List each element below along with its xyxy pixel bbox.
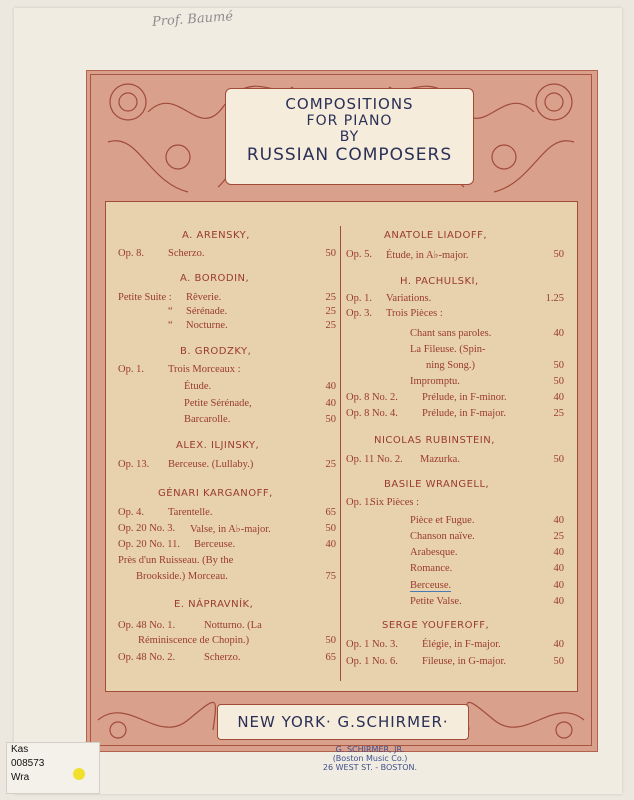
- composer-heading: ANATOLE LIADOFF,: [384, 230, 488, 241]
- list-item: Op. 8 No. 2. Prélude, in F-minor. 40: [346, 392, 564, 403]
- list-item: Op. 5. Étude, in A♭-major. 50: [346, 249, 564, 261]
- title-line-2: FOR PIANO: [306, 113, 393, 129]
- list-item: Op. 20 No. 11. Berceuse. 40: [118, 539, 336, 550]
- list-item: Op. 13. Berceuse. (Lullaby.) 25: [118, 459, 336, 470]
- list-item: Op. 11 No. 2. Mazurka. 50: [346, 454, 564, 465]
- composer-heading: GÉNARI KARGANOFF,: [158, 488, 273, 499]
- composer-heading: E. NÁPRAVNÍK,: [174, 599, 254, 610]
- list-item: Op. 1. Trois Morceaux :: [118, 364, 241, 375]
- tag-line: Kas: [11, 744, 29, 755]
- composer-heading: SERGE YOUFEROFF,: [382, 620, 490, 631]
- list-item: Étude. 40: [184, 381, 336, 392]
- list-item: Op. 3. Trois Pièces :: [346, 308, 443, 319]
- list-item: Impromptu. 50: [410, 376, 564, 387]
- composer-heading: A. ARENSKY,: [182, 230, 250, 241]
- list-item: Arabesque. 40: [410, 547, 564, 558]
- stamp-line: (Boston Music Co.): [332, 754, 408, 763]
- composer-heading: BASILE WRANGELL,: [384, 479, 490, 490]
- list-item: Petite Sérénade, 40: [184, 398, 336, 409]
- composer-heading: H. PACHULSKI,: [400, 276, 479, 287]
- list-item: Op. 48 No. 2. Scherzo. 65: [118, 652, 336, 663]
- list-item: Op. 1. Variations. 1.25: [346, 293, 564, 304]
- pencil-annotation: Prof. Baumé: [151, 9, 234, 30]
- list-item: Barcarolle. 50: [184, 414, 336, 425]
- dealer-stamp: [311, 745, 429, 772]
- list-item: Réminiscence de Chopin.) 50: [138, 635, 336, 646]
- list-item: Op. 8 No. 4. Prélude, in F-major. 25: [346, 408, 564, 419]
- composer-heading: NICOLAS RUBINSTEIN,: [374, 435, 495, 446]
- yellow-dot-icon: [73, 768, 85, 780]
- list-item: Op. 4. Tarentelle. 65: [118, 507, 336, 518]
- left-column: [118, 226, 336, 676]
- list-item: Berceuse. 40: [410, 580, 564, 591]
- composer-heading: ALEX. ILJINSKY,: [176, 440, 260, 451]
- list-item: “ Nocturne. 25: [168, 320, 336, 331]
- list-item: Près d'un Ruisseau. (By the: [118, 555, 234, 566]
- list-item: Petite Suite : Rêverie. 25: [118, 292, 336, 303]
- tag-line: Wra: [11, 772, 30, 783]
- list-item: ning Song.) 50: [426, 360, 564, 371]
- list-item: Petite Valse. 40: [410, 596, 564, 607]
- list-item: Op. 48 No. 1. Notturno. (La: [118, 620, 262, 631]
- library-tag: [6, 742, 100, 794]
- title-line-4: RUSSIAN COMPOSERS: [246, 145, 453, 165]
- list-item: Op. 1 No. 3. Élégie, in F-major. 40: [346, 639, 564, 650]
- list-item: Pièce et Fugue. 40: [410, 515, 564, 526]
- publisher-banner: NEW YORK· G.SCHIRMER·: [217, 704, 469, 740]
- list-item: Op. 1. Six Pièces :: [346, 497, 419, 508]
- composer-heading: A. BORODIN,: [180, 273, 250, 284]
- list-item: La Fileuse. (Spin-: [410, 344, 486, 355]
- composer-heading: B. GRODZKY,: [180, 346, 252, 357]
- title-line-1: COMPOSITIONS: [285, 95, 414, 113]
- list-item: Op. 20 No. 3. Valse, in A♭-major. 50: [118, 523, 336, 535]
- column-divider: [340, 226, 341, 681]
- title-cartouche: [225, 88, 474, 185]
- title-line-3: BY: [339, 129, 360, 145]
- list-item: Chant sans paroles. 40: [410, 328, 564, 339]
- list-item: “ Sérénade. 25: [168, 306, 336, 317]
- tag-line: 008573: [11, 758, 45, 769]
- stamp-line: 26 WEST ST. - BOSTON.: [322, 763, 418, 772]
- list-item: Chanson naïve. 25: [410, 531, 564, 542]
- list-item: Op. 8. Scherzo. 50: [118, 248, 336, 259]
- list-item: Brookside.) Morceau. 75: [136, 571, 336, 582]
- list-item: Romance. 40: [410, 563, 564, 574]
- list-item: Op. 1 No. 6. Fileuse, in G-major. 50: [346, 656, 564, 667]
- right-column: [346, 226, 564, 676]
- stamp-line: G. SCHIRMER, JR.: [335, 745, 405, 754]
